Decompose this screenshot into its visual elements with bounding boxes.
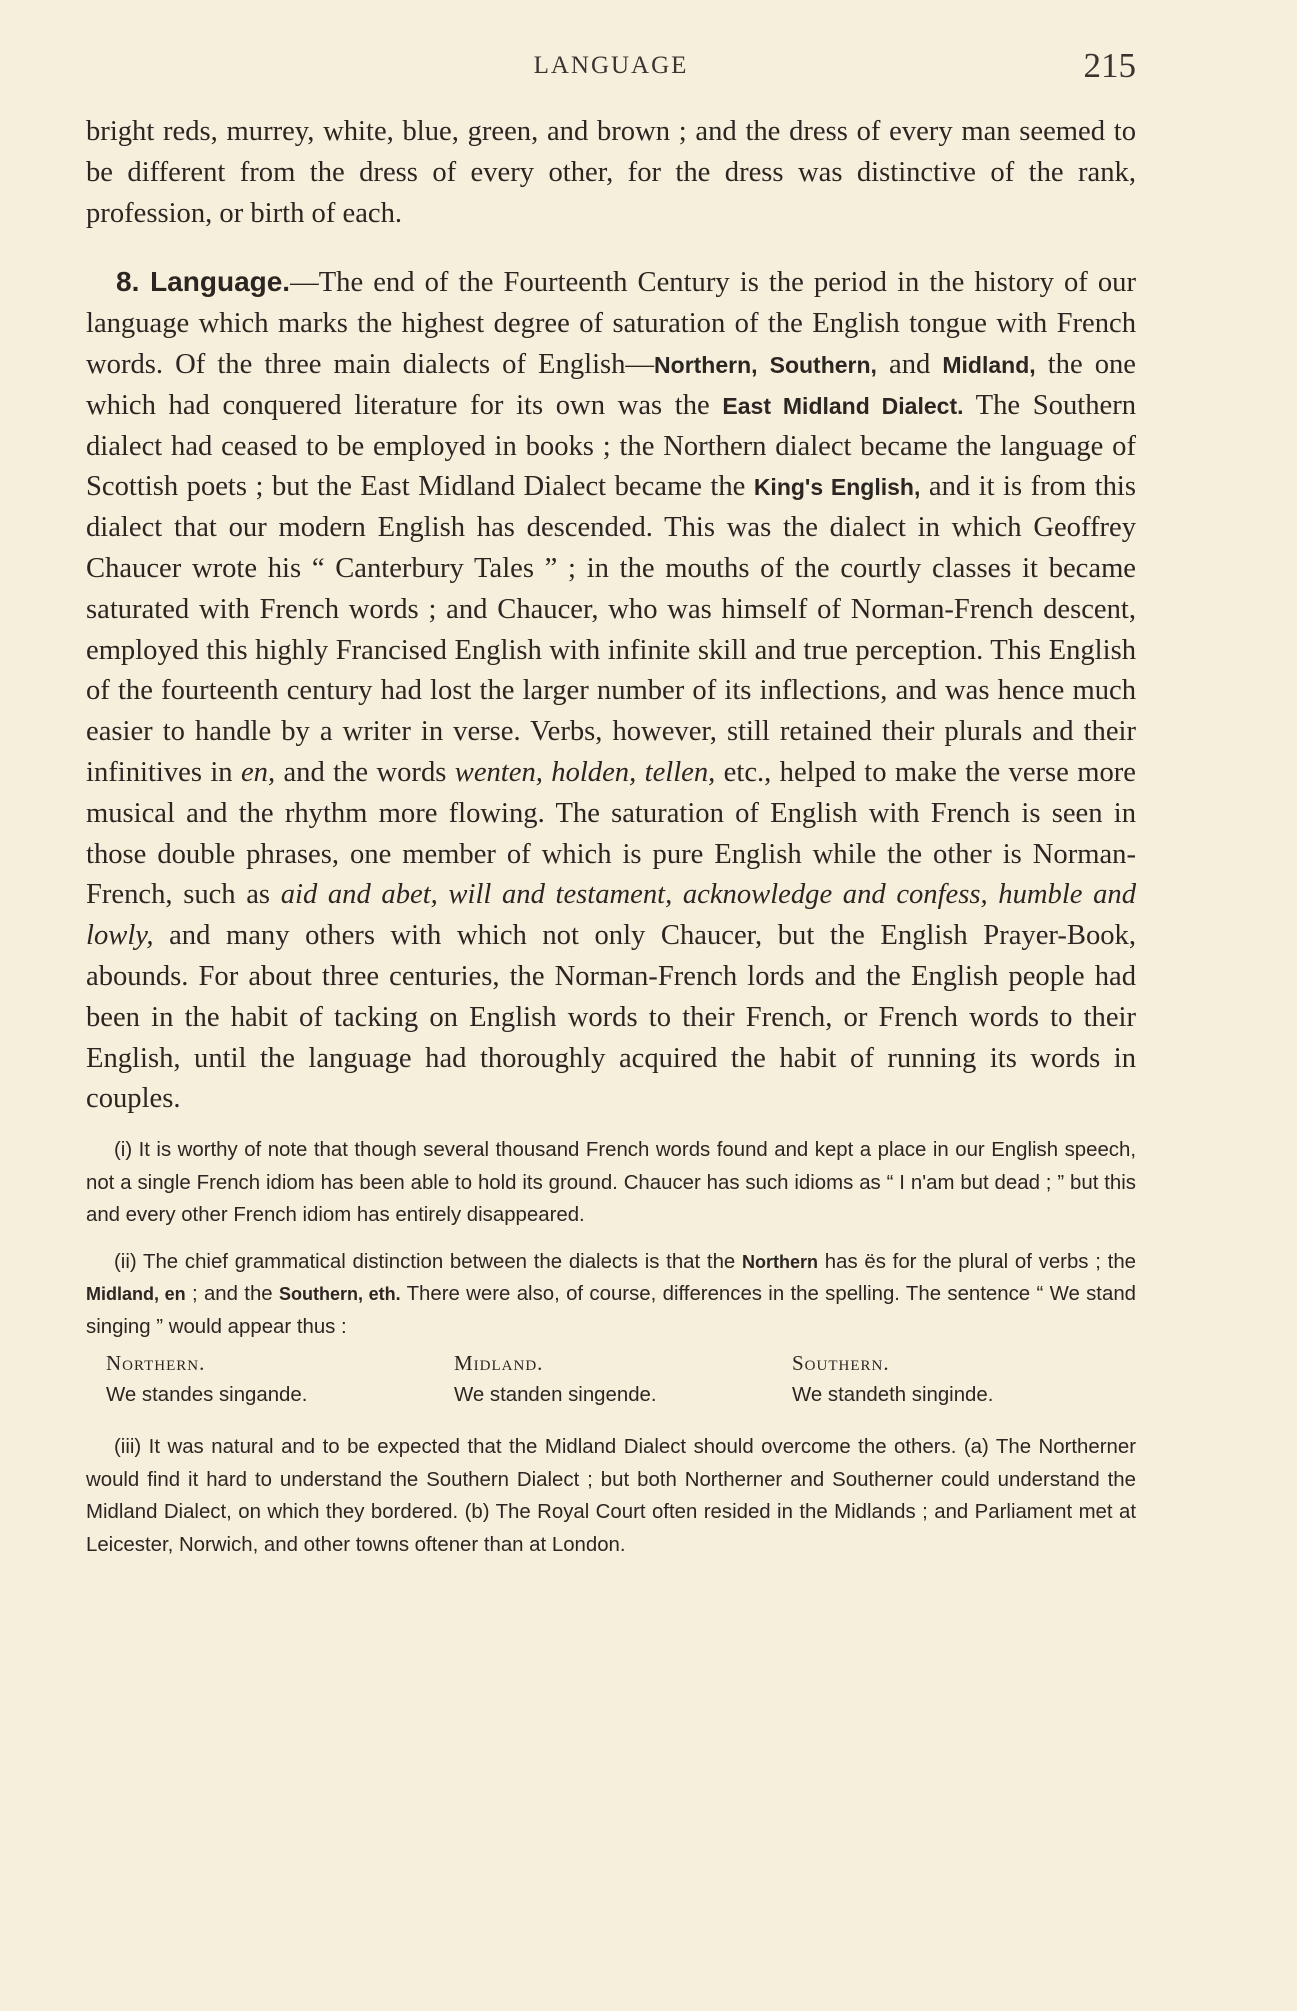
text-run: ; and the (185, 1283, 279, 1306)
text-run: —The end of the Fourteenth Century is the period in the history of our language which marks the highest degree of saturation of the English tongue with French words. Of the three main dialects of English— (86, 267, 1136, 380)
term-southern: Southern, (769, 351, 877, 378)
text-run: and many others with which not only Chaucer, but the English Prayer-Book, abounds. For about three centuries, the Norman-French lords and the English people had been in the habit of tacking on English words to their French, or French words to their English, until the language had thoroughly acquired the habit of running its words in couples. (86, 920, 1136, 1115)
term-kings-english: King's English, (753, 474, 921, 501)
dialect-example: We standen singende. (454, 1384, 657, 1407)
dialect-heading: Southern. (792, 1351, 890, 1376)
text-run: etc., helped to make the verse more musical and the rhythm more flowing. The saturation of English with French is seen in those double phrases, one member of which is pure English while the other is Norman-French, such as (86, 756, 1136, 911)
footnote-3: (iii) It was natural and to be expected that the Midland Dialect should overcome the others. (a) The Northerner would find it hard to understand the Southern Dialect ; but both Northerner and Southerner could understand the Midland Dialect, on which they bordered. (b) The Royal Court often resided in the Midlands ; and Parliament met at Leicester, Norwich, and other towns oftener than at London. (86, 1436, 1136, 1556)
dialect-example: We standes singande. (106, 1384, 308, 1407)
footnote-1: (i) It is worthy of note that though several thousand French words found and kept a place in our English speech, not a single French idiom has been able to hold its ground. Chaucer has such idioms as “ I n'am but dead ; ” but this and every other French idiom has entirely disappeared. (86, 1139, 1136, 1227)
term-midland-small: Midland, en (86, 1284, 186, 1305)
dialect-column-northern (106, 1347, 307, 1411)
term-northern: Northern, (654, 351, 758, 378)
term-midland: Midland, (942, 351, 1036, 378)
term-east-midland: East Midland Dialect. (722, 392, 964, 419)
text-run: the one which had conquered literature for its own was the (86, 348, 1137, 421)
page (86, 40, 1136, 1561)
section-paragraph (86, 262, 1136, 1120)
text-run: and it is from this dialect that our modern English has descended. This was the dialect in which Geoffrey Chaucer wrote his “ Canterbury Tales ” ; in the mouths of the courtly classes it became saturated with French words ; and Chaucer, who was himself of Norman-French descent, employed this highly Francised English with infinite skill and true perception. This English of the fourteenth century had lost the larger number of its inflections, and was hence much easier to handle by a writer in verse. Verbs, however, still retained their plurals and their infinitives in (86, 471, 1137, 788)
page-number: 215 (1083, 46, 1136, 85)
term-northern-small: Northern (742, 1251, 819, 1272)
term-en: en, (240, 756, 276, 788)
term-double-phrases: aid and abet, will and testament, acknowledge and confess, humble and lowly, (86, 879, 1136, 952)
running-title: LANGUAGE (533, 52, 689, 79)
text-run: (ii) The chief grammatical distinction between the dialects is that the (114, 1250, 743, 1273)
dialect-table (86, 1347, 1136, 1417)
dialect-column-southern (792, 1347, 993, 1411)
continued-paragraph: bright reds, murrey, white, blue, green, and brown ; and the dress of every man seemed to be different from the dress of every other, for the dress was distinctive of the rank, profession, or birth of each. (86, 116, 1136, 229)
footnote-2 (86, 1246, 1136, 1344)
text-run: and (876, 348, 943, 380)
dialect-column-midland (454, 1347, 657, 1411)
text-run: The Southern dialect had ceased to be employed in books ; the Northern dialect became the language of Scottish poets ; but the East Midland Dialect became the (86, 389, 1137, 503)
dialect-heading: Northern. (106, 1351, 206, 1376)
section-heading: 8. Language. (116, 266, 291, 298)
term-word-examples: wenten, holden, tellen, (454, 756, 716, 788)
text-run: has ës for the plural of verbs ; the (818, 1250, 1136, 1273)
text-run: and the words (275, 756, 455, 788)
running-head (86, 40, 1136, 100)
dialect-heading: Midland. (454, 1351, 544, 1376)
dialect-example: We standeth singinde. (792, 1384, 994, 1407)
text-run: There were also, of course, differences in the spelling. The sentence “ We stand singing ” would appear thus : (86, 1283, 1136, 1338)
term-southern-small: Southern, eth. (278, 1284, 401, 1305)
